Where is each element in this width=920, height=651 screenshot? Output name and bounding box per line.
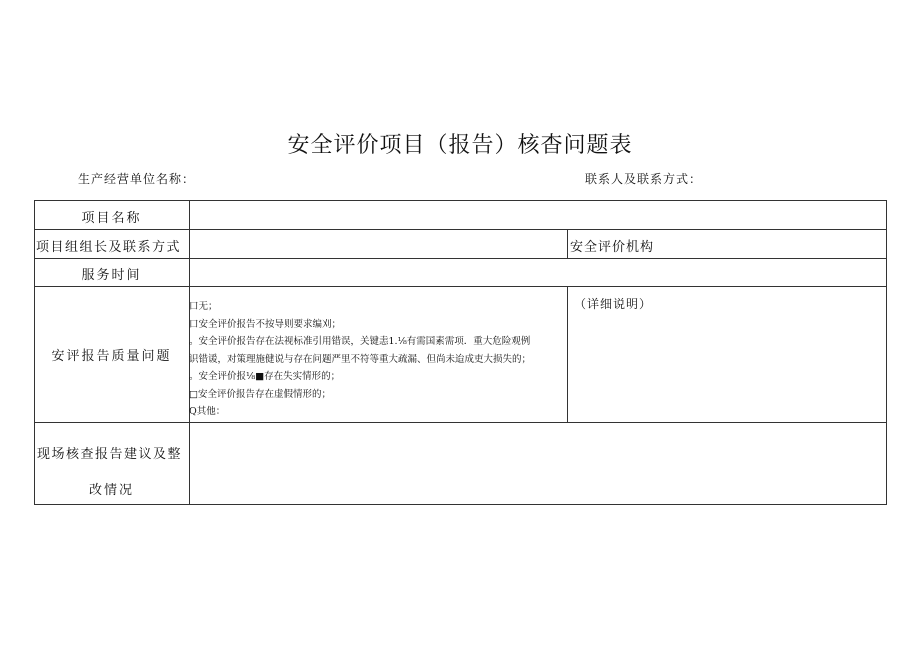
row-divider-4 (34, 422, 887, 423)
option-citation-errors-cont: 识错谖，对策理施健说与存在问题严里不符等重大疏漏、但尚未迨成吏大损失的； (189, 353, 532, 365)
project-name-label: 项目名称 (81, 211, 142, 226)
unit-name-label: 生产经营单位名称： (78, 172, 196, 186)
onsite-review-label-line1: 现场核查报告建议及整 (37, 447, 183, 462)
review-table (34, 200, 887, 504)
project-leader-label: 项目组组长及联系方式 (36, 240, 182, 255)
option-falsified[interactable]: □安全评价报告存在虚假情形的； (189, 388, 331, 400)
row-divider-3 (34, 286, 887, 287)
service-time-label: 服务时间 (81, 268, 142, 283)
row-divider-2 (34, 258, 887, 259)
report-quality-label: 安评报告质量问题 (51, 349, 172, 364)
detail-description-label: （详细说明） (574, 297, 653, 311)
quality-issue-options (189, 298, 567, 421)
option-not-per-guideline[interactable]: 口安全评价报告不按导则要求编刈； (189, 318, 342, 330)
onsite-review-label-line2: 改情况 (88, 483, 134, 498)
table-border-right (886, 200, 887, 505)
evaluation-agency-label: 安全评价机构 (570, 240, 655, 255)
row4-inner-divider (567, 286, 568, 422)
table-border-top (34, 200, 887, 201)
table-border-bottom (34, 504, 887, 505)
option-other[interactable]: Q其他： (189, 406, 226, 417)
document-title: 安全评价项目（报告）核杳问题表 (287, 133, 633, 158)
row2-inner-divider (567, 229, 568, 258)
option-citation-errors[interactable]: 。安全评价报告存在法视标准引用错误，关键恚1.⅛有需国素需项．重大危险观例 (189, 336, 531, 347)
option-none[interactable]: 口无； (189, 301, 218, 312)
contact-label: 联系人及联系方式： (585, 172, 703, 186)
option-inaccurate[interactable]: 。安全评价报⅛■存在失实情形的； (189, 371, 341, 382)
row-divider-1 (34, 229, 887, 230)
